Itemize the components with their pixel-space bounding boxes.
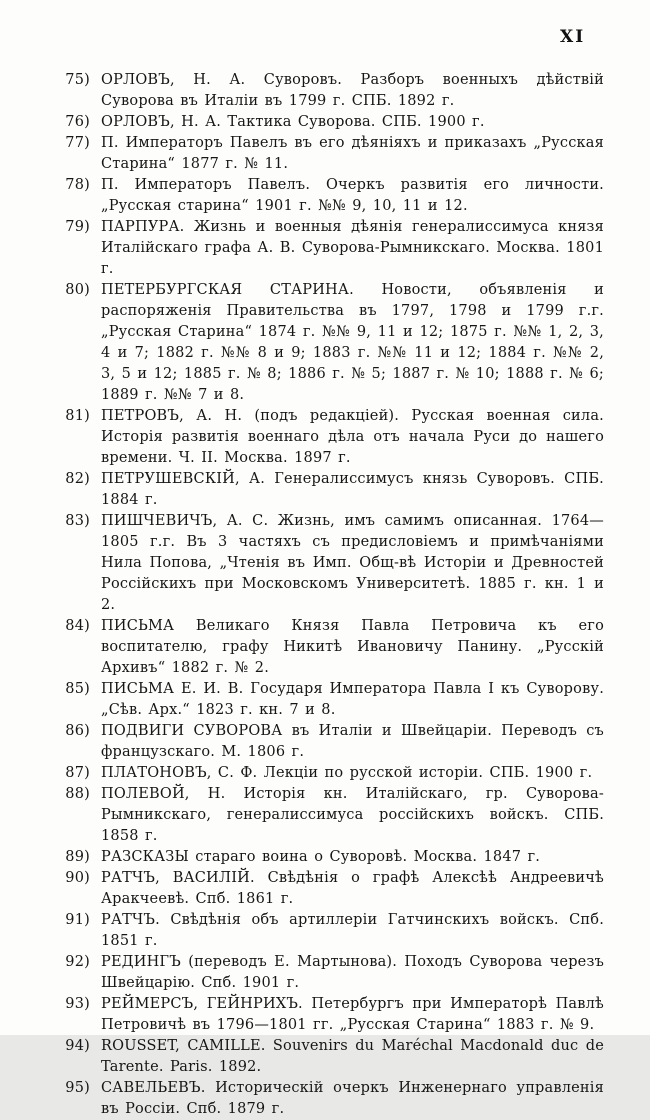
bibliography-entry [56, 469, 604, 511]
entry-number: 81) [65, 408, 90, 424]
bibliography-entry [56, 133, 604, 175]
bibliography-entry [56, 280, 604, 406]
bibliography-entry [56, 784, 604, 847]
entry-number: 90) [65, 870, 90, 886]
bibliography-entry [56, 217, 604, 280]
bibliography-entry [56, 679, 604, 721]
entry-text: П. Императоръ Павелъ. Очеркъ развитія его личности. „Русская старина“ 1901 г. №№ 9, 10, 11 и 12. [101, 177, 604, 214]
entry-number: 93) [65, 996, 90, 1012]
entry-number: 83) [65, 513, 90, 529]
entry-number: 85) [65, 681, 90, 697]
entry-number: 77) [65, 135, 90, 151]
bibliography-entry [56, 406, 604, 469]
bibliography-entry [56, 952, 604, 994]
entry-text: ROUSSET, CAMILLE. Souvenirs du Maréchal Macdonald duc de Tarente. Paris. 1892. [101, 1038, 604, 1075]
entry-number: 92) [65, 954, 90, 970]
entry-number: 86) [65, 723, 90, 739]
entry-text: ПИШЧЕВИЧЪ, А. С. Жизнь, имъ самимъ описанная. 1764—1805 г.г. Въ 3 частяхъ съ предисловіемъ и примѣчаніями Нила Попова, „Чтенія въ Имп. Общ-вѣ Исторіи и Древностей Россійскихъ при Московскомъ Университетѣ. 1885 г. кн. 1 и 2. [101, 513, 604, 613]
entry-text: ПЕТРОВЪ, А. Н. (подъ редакціей). Русская военная сила. Исторія развитія военнаго дѣла отъ начала Руси до нашего времени. Ч. II. Москва. 1897 г. [101, 408, 604, 466]
entry-text: ПЕТРУШЕВСКІЙ, А. Генералиссимусъ князь Суворовъ. СПБ. 1884 г. [101, 471, 604, 508]
bibliography-entry [56, 868, 604, 910]
bibliography-entry [56, 1078, 604, 1120]
bibliography-list [56, 70, 604, 1120]
bibliography-entry [56, 511, 604, 616]
entry-number: 82) [65, 471, 90, 487]
entry-text: ПИСЬМА Е. И. В. Государя Императора Павла I къ Суворову. „Сѣв. Арх.“ 1823 г. кн. 7 и 8. [101, 681, 604, 718]
entry-text: П. Императоръ Павелъ въ его дѣяніяхъ и приказахъ „Русская Старина“ 1877 г. № 11. [101, 135, 604, 172]
entry-text: ПЕТЕРБУРГСКАЯ СТАРИНА. Новости, объявленія и распоряженія Правительства въ 1797, 1798 и 1799 г.г. „Русская Старина“ 1874 г. №№ 9, 11 и 12; 1875 г. №№ 1, 2, 3, 4 и 7; 1882 г. №№ 8 и 9; 1883 г. №№ 11 и 12; 1884 г. №№ 2, 3, 5 и 12; 1885 г. № 8; 1886 г. № 5; 1887 г. № 10; 1888 г. № 6; 1889 г. №№ 7 и 8. [101, 282, 604, 403]
entry-number: 79) [65, 219, 90, 235]
entry-text: РАТЧЪ, ВАСИЛІЙ. Свѣдѣнія о графѣ Алексѣѣ Андреевичѣ Аракчеевѣ. Спб. 1861 г. [101, 870, 604, 907]
entry-text: ПОЛЕВОЙ, Н. Исторія кн. Италійскаго, гр. Суворова-Рымникскаго, генералиссимуса россійскихъ войскъ. СПБ. 1858 г. [101, 786, 604, 844]
entry-number: 94) [65, 1038, 90, 1054]
page-number: XI [560, 27, 586, 47]
entry-number: 80) [65, 282, 90, 298]
entry-number: 75) [65, 72, 90, 88]
entry-number: 87) [65, 765, 90, 781]
bibliography-entry [56, 910, 604, 952]
entry-number: 84) [65, 618, 90, 634]
entry-number: 91) [65, 912, 90, 928]
bibliography-entry [56, 847, 604, 868]
bibliography-entry [56, 112, 604, 133]
entry-text: ПОДВИГИ СУВОРОВА въ Италіи и Швейцаріи. Переводъ съ французскаго. М. 1806 г. [101, 723, 604, 760]
bibliography-entry [56, 616, 604, 679]
bibliography-entry [56, 70, 604, 112]
entry-text: РЕЙМЕРСЪ, ГЕЙНРИХЪ. Петербургъ при Императорѣ Павлѣ Петровичѣ въ 1796—1801 гг. „Русская Старина“ 1883 г. № 9. [101, 996, 604, 1033]
bibliography-entry [56, 763, 604, 784]
entry-text: РАЗСКАЗЫ стараго воина о Суворовѣ. Москва. 1847 г. [101, 849, 541, 865]
entry-text: ПЛАТОНОВЪ, С. Ф. Лекціи по русской исторіи. СПБ. 1900 г. [101, 765, 593, 781]
bibliography-entry [56, 994, 604, 1036]
entry-text: ОРЛОВЪ, Н. А. Суворовъ. Разборъ военныхъ дѣйствій Суворова въ Италіи въ 1799 г. СПБ. 1892 г. [101, 72, 604, 109]
entry-text: РЕДИНГЪ (переводъ Е. Мартынова). Походъ Суворова черезъ Швейцарію. Спб. 1901 г. [101, 954, 604, 991]
entry-text: ОРЛОВЪ, Н. А. Тактика Суворова. СПБ. 1900 г. [101, 114, 485, 130]
entry-number: 95) [65, 1080, 90, 1096]
entry-number: 76) [65, 114, 90, 130]
bibliography-entry [56, 175, 604, 217]
bibliography-entry [56, 1036, 604, 1078]
entry-text: РАТЧЪ. Свѣдѣнія объ артиллеріи Гатчинскихъ войскъ. Спб. 1851 г. [101, 912, 604, 949]
entry-text: ПИСЬМА Великаго Князя Павла Петровича къ его воспитателю, графу Никитѣ Ивановичу Панину. „Русскій Архивъ“ 1882 г. № 2. [101, 618, 604, 676]
entry-text: ПАРПУРА. Жизнь и военныя дѣянія генералиссимуса князя Италійскаго графа А. В. Суворова-Рымникскаго. Москва. 1801 г. [101, 219, 604, 277]
entry-number: 88) [65, 786, 90, 802]
entry-number: 78) [65, 177, 90, 193]
bibliography-entry [56, 721, 604, 763]
entry-text: САВЕЛЬЕВЪ. Историческій очеркъ Инженернаго управленія въ Россіи. Спб. 1879 г. [101, 1080, 604, 1117]
entry-number: 89) [65, 849, 90, 865]
